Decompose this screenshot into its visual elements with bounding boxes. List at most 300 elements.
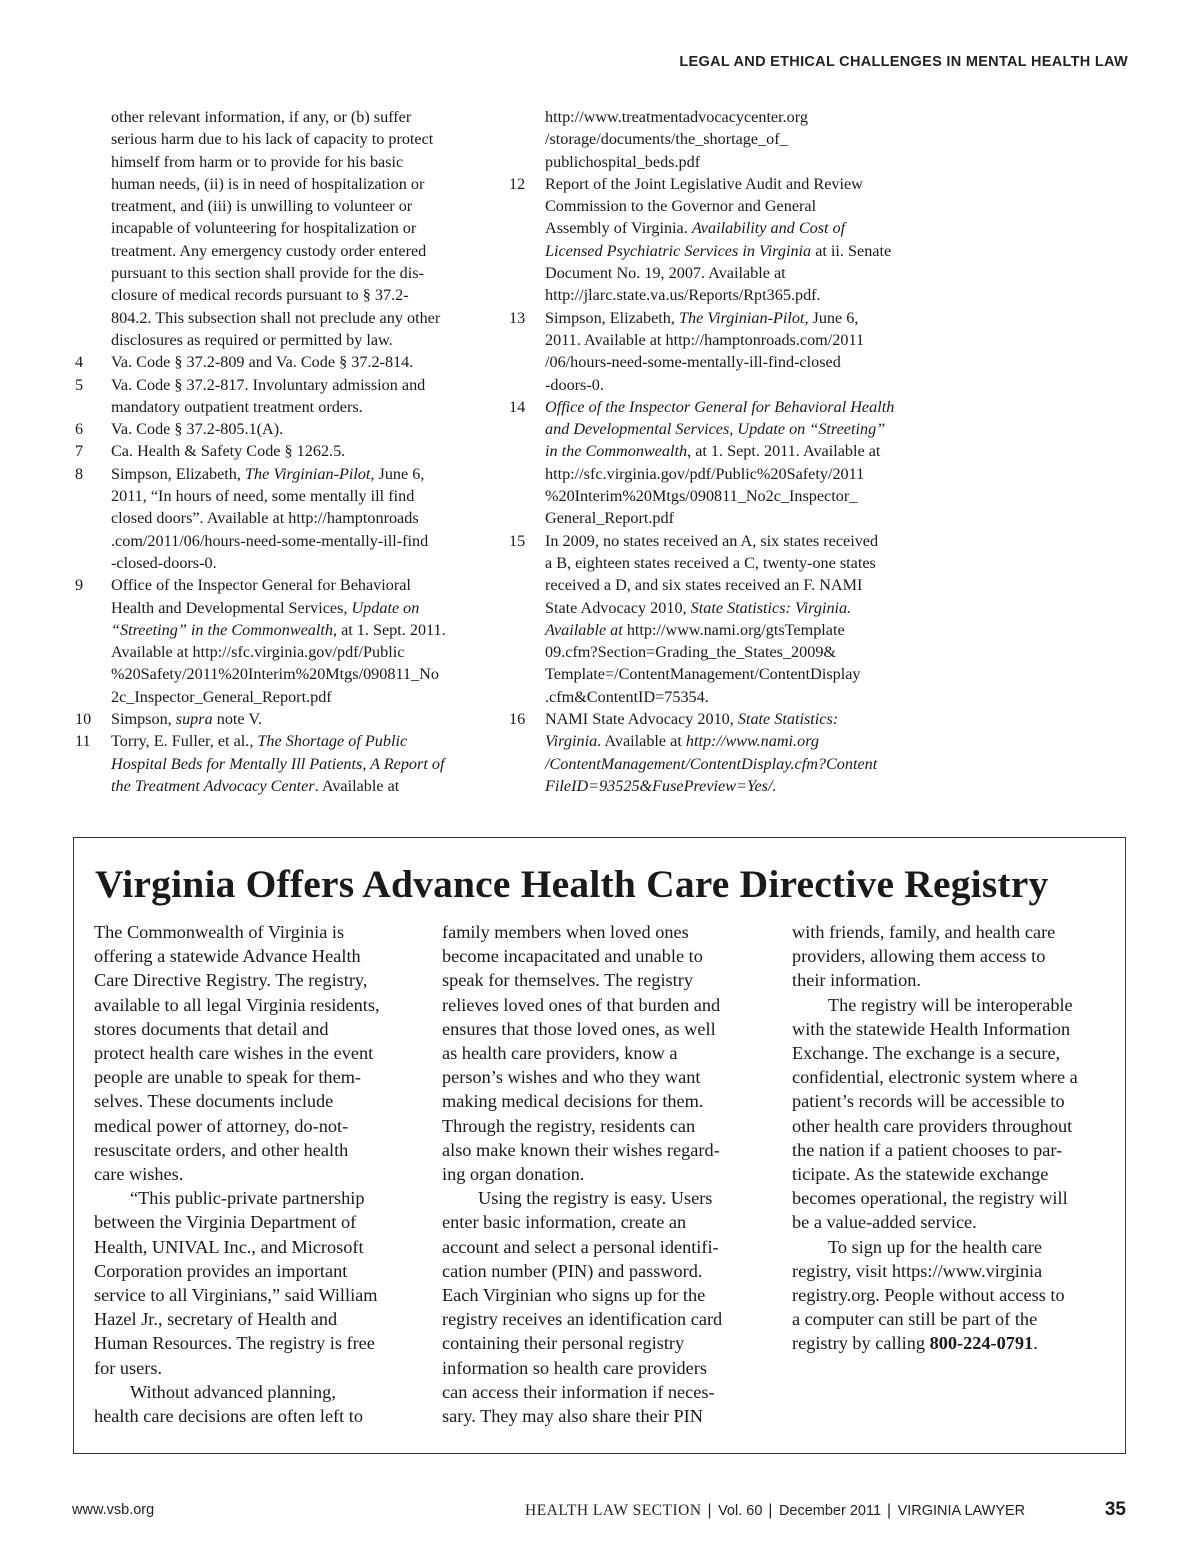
text-segment: Simpson, Elizabeth, (111, 464, 245, 483)
endnote-line (545, 151, 926, 173)
endnote-item (72, 730, 492, 797)
text-segment: person’s wishes and who they want (442, 1067, 701, 1088)
italic-text: Available at (545, 620, 623, 639)
endnote-number: 4 (75, 353, 84, 372)
body-line (94, 968, 414, 992)
text-segment: registry, visit https://www.virginia (792, 1260, 1043, 1281)
text-segment: resuscitate orders, and other health (94, 1139, 349, 1160)
text-segment: becomes operational, the registry will (792, 1188, 1068, 1209)
endnote-line (545, 128, 926, 150)
text-segment: %20Interim%20Mtgs/090811_No2c_Inspector_ (545, 487, 858, 506)
body-line (442, 1404, 762, 1428)
text-segment: .cfm&ContentID=75354. (545, 687, 709, 706)
body-line (792, 920, 1112, 944)
body-line (94, 1404, 414, 1428)
text-segment: publichospital_beds.pdf (545, 152, 701, 171)
text-segment: Available at http://sfc.virginia.gov/pdf/Public (111, 643, 405, 662)
endnote-line (111, 574, 492, 596)
endnote-item (72, 463, 492, 574)
text-segment: note V. (212, 710, 262, 729)
text-segment: Template=/ContentManagement/ContentDisplay (545, 665, 861, 684)
endnote-item (506, 307, 926, 396)
text-segment: Ca. Health & Safety Code § 1262.5. (111, 442, 346, 461)
endnote-item (72, 708, 492, 730)
body-line (792, 1210, 1112, 1234)
body-line (792, 1017, 1112, 1041)
text-segment: received a D, and six states received an F. NAMI (545, 576, 863, 595)
running-head: LEGAL AND ETHICAL CHALLENGES IN MENTAL HEALTH LAW (679, 54, 1128, 70)
endnote-number: 5 (75, 375, 84, 394)
endnote-item (72, 418, 492, 440)
endnote-number: 15 (509, 531, 526, 550)
endnote-line (111, 173, 492, 195)
body-line (792, 1331, 1112, 1355)
text-segment: other relevant information, if any, or (b) suffer (111, 108, 412, 126)
text-segment: -doors-0. (545, 375, 604, 394)
body-line (94, 1065, 414, 1089)
text-segment: information so health care providers (442, 1357, 707, 1378)
text-segment: selves. These documents include (94, 1091, 334, 1112)
footer-publication: VIRGINIA LAWYER (897, 1503, 1026, 1519)
text-segment: a computer can still be part of the (792, 1309, 1038, 1330)
text-segment: enter basic information, create an (442, 1212, 687, 1233)
text-segment: Simpson, Elizabeth, (545, 308, 679, 327)
endnote-text (111, 730, 492, 797)
endnote-line (111, 619, 492, 641)
text-segment: -closed-doors-0. (111, 553, 217, 572)
text-segment: Document No. 19, 2007. Available at (545, 264, 786, 283)
text-segment: Va. Code § 37.2-805.1(A). (111, 420, 284, 439)
phone-number: 800-224-0791 (929, 1333, 1034, 1354)
text-segment: 2c_Inspector_General_Report.pdf (111, 687, 332, 706)
endnotes-right-column (506, 106, 926, 797)
body-line (94, 1259, 414, 1283)
text-segment: In 2009, no states received an A, six states received (545, 531, 879, 550)
endnote-line (545, 374, 926, 396)
text-segment: ing organ donation. (442, 1164, 585, 1185)
body-line (792, 993, 1112, 1017)
body-line (94, 1138, 414, 1162)
endnote-line (111, 552, 492, 574)
endnote-line (111, 440, 492, 462)
endnote-line (111, 240, 492, 262)
endnote-line (545, 574, 926, 596)
endnote-line (545, 686, 926, 708)
text-segment: family members when loved ones (442, 922, 689, 942)
text-segment: account and select a personal identifi- (442, 1236, 719, 1257)
endnote-line (545, 418, 926, 440)
body-line (792, 1283, 1112, 1307)
body-line (792, 1114, 1112, 1138)
italic-text: Office of the Inspector General for Behavioral Health (545, 397, 895, 416)
endnote-text (545, 106, 926, 173)
text-segment: Through the registry, residents can (442, 1115, 696, 1136)
body-line (442, 1041, 762, 1065)
text-segment: the nation if a patient chooses to par- (792, 1139, 1063, 1160)
text-segment: State Advocacy 2010, (545, 598, 691, 617)
endnote-line (545, 485, 926, 507)
italic-text: http://www.nami.org (685, 732, 819, 751)
text-segment: . (1033, 1333, 1038, 1354)
text-segment: /storage/documents/the_shortage_of_ (545, 130, 788, 149)
text-segment: . Available at (597, 732, 686, 751)
text-segment: ensures that those loved ones, as well (442, 1018, 716, 1039)
italic-text: Hospital Beds for Mentally Ill Patients, A Report of (111, 754, 445, 773)
italic-text: State Statistics: (737, 710, 839, 729)
endnote-line (111, 641, 492, 663)
footer-separator: | (887, 1502, 892, 1519)
endnote-text (111, 351, 492, 373)
text-segment: with the statewide Health Information (792, 1018, 1071, 1039)
endnote-number: 16 (509, 710, 526, 729)
body-line (442, 1186, 762, 1210)
text-segment: service to all Virginians,” said William (94, 1285, 378, 1306)
text-segment: . Available at (314, 776, 400, 795)
italic-text: and Developmental Services, Update on “Streeting” (545, 420, 886, 439)
footer-separator: | (768, 1502, 773, 1519)
text-segment: http://sfc.virginia.gov/pdf/Public%20Safety/2011 (545, 464, 865, 483)
text-segment: General_Report.pdf (545, 509, 675, 528)
body-line (94, 944, 414, 968)
endnote-line (545, 530, 926, 552)
text-segment: , June 6, (370, 464, 425, 483)
text-segment: Care Directive Registry. The registry, (94, 970, 368, 991)
text-segment: mandatory outpatient treatment orders. (111, 397, 363, 416)
endnote-line (111, 708, 492, 730)
text-segment: 2011. Available at http://hamptonroads.com/2011 (545, 330, 865, 349)
body-line (94, 1186, 414, 1210)
endnote-line (545, 619, 926, 641)
endnote-line (111, 753, 492, 775)
body-line (442, 1380, 762, 1404)
body-line (442, 1307, 762, 1331)
body-line (792, 1259, 1112, 1283)
endnote-line (111, 507, 492, 529)
endnote-line (545, 173, 926, 195)
endnote-line (111, 128, 492, 150)
italic-text: in the Commonwealth (545, 442, 688, 461)
text-segment: Using the registry is easy. Users (478, 1188, 713, 1209)
text-segment: human needs, (ii) is in need of hospitalization or (111, 174, 425, 193)
body-line (792, 1307, 1112, 1331)
body-line (442, 944, 762, 968)
endnote-text (545, 173, 926, 307)
endnote-line (111, 730, 492, 752)
text-segment: a B, eighteen states received a C, twenty-one states (545, 553, 876, 572)
text-segment: Commission to the Governor and General (545, 197, 817, 216)
endnote-line (545, 641, 926, 663)
footer-volume: Vol. 60 (718, 1503, 763, 1519)
text-segment: Hazel Jr., secretary of Health and (94, 1309, 338, 1330)
body-line (442, 920, 762, 944)
endnote-continuation (72, 106, 492, 351)
text-segment: Assembly of Virginia. (545, 219, 692, 238)
text-segment: , June 6, (804, 308, 859, 327)
body-line (442, 1210, 762, 1234)
italic-text: Licensed Psychiatric Services in Virginia (545, 241, 812, 260)
endnote-line (111, 262, 492, 284)
endnote-number: 8 (75, 464, 84, 483)
text-segment: pursuant to this section shall provide for the dis- (111, 264, 424, 283)
text-segment: Human Resources. The registry is free (94, 1333, 375, 1354)
endnote-line (545, 597, 926, 619)
italic-text: “Streeting” in the Commonwealth (111, 620, 333, 639)
endnote-line (111, 351, 492, 373)
endnote-line (111, 485, 492, 507)
text-segment: treatment. Any emergency custody order entered (111, 241, 427, 260)
text-segment: can access their information if neces- (442, 1381, 715, 1402)
text-segment: offering a statewide Advance Health (94, 946, 361, 967)
body-line (792, 1041, 1112, 1065)
endnote-line (545, 396, 926, 418)
endnote-text (111, 418, 492, 440)
endnote-text (111, 708, 492, 730)
text-segment: sary. They may also share their PIN (442, 1406, 703, 1427)
sidebar-column-2 (442, 920, 762, 1428)
text-segment: Health and Developmental Services, (111, 598, 352, 617)
sidebar-title: Virginia Offers Advance Health Care Directive Registry (95, 862, 1049, 906)
text-segment: Health, UNIVAL Inc., and Microsoft (94, 1236, 364, 1257)
text-segment: containing their personal registry (442, 1333, 685, 1354)
endnote-line (111, 374, 492, 396)
text-segment: , at 1. Sept. 2011. Available at (687, 442, 881, 461)
text-segment: Va. Code § 37.2-809 and Va. Code § 37.2-814. (111, 353, 414, 372)
body-line (94, 1089, 414, 1113)
body-line (442, 1162, 762, 1186)
endnote-line (545, 552, 926, 574)
endnote-item (72, 574, 492, 708)
text-segment: treatment, and (iii) is unwilling to volunteer or (111, 197, 413, 216)
text-segment: relieves loved ones of that burden and (442, 994, 721, 1015)
endnote-line (545, 240, 926, 262)
endnote-line (111, 396, 492, 418)
text-segment: for users. (94, 1357, 163, 1378)
endnote-line (111, 463, 492, 485)
endnote-item (72, 440, 492, 462)
registry-sidebar-box (73, 837, 1126, 1454)
body-line (94, 1210, 414, 1234)
body-line (792, 1089, 1112, 1113)
body-line (442, 1259, 762, 1283)
text-segment: serious harm due to his lack of capacity to protect (111, 130, 434, 149)
endnote-line (545, 708, 926, 730)
body-line (792, 1138, 1112, 1162)
text-segment: become incapacitated and unable to (442, 946, 703, 967)
footer-section: HEALTH LAW SECTION (525, 1502, 702, 1519)
endnote-text (111, 374, 492, 419)
text-segment: ticipate. As the statewide exchange (792, 1164, 1049, 1185)
endnote-number: 11 (75, 732, 91, 751)
endnote-text (111, 440, 492, 462)
text-segment: registry.org. People without access to (792, 1285, 1065, 1306)
text-segment: registry receives an identification card (442, 1309, 723, 1330)
body-line (442, 993, 762, 1017)
endnote-line (545, 463, 926, 485)
endnotes-left-column (72, 106, 492, 797)
endnote-line (111, 329, 492, 351)
sidebar-column-1 (94, 920, 414, 1428)
body-line (442, 1089, 762, 1113)
text-segment: be a value-added service. (792, 1212, 977, 1233)
text-segment: Va. Code § 37.2-817. Involuntary admission and (111, 375, 426, 394)
endnote-line (545, 307, 926, 329)
text-segment: himself from harm or to provide for his basic (111, 152, 404, 171)
text-segment: confidential, electronic system where a (792, 1067, 1078, 1088)
text-segment: care wishes. (94, 1164, 184, 1185)
text-segment: Each Virginian who signs up for the (442, 1285, 706, 1306)
text-segment: Report of the Joint Legislative Audit and Review (545, 174, 863, 193)
body-line (94, 1235, 414, 1259)
endnote-line (545, 106, 926, 128)
endnote-line (111, 663, 492, 685)
endnote-line (545, 195, 926, 217)
text-segment: stores documents that detail and (94, 1018, 329, 1039)
endnote-continuation (506, 106, 926, 173)
body-line (442, 1017, 762, 1041)
body-line (792, 1186, 1112, 1210)
endnote-text (111, 106, 492, 351)
text-segment: patient’s records will be accessible to (792, 1091, 1065, 1112)
text-segment: making medical decisions for them. (442, 1091, 704, 1112)
text-segment: protect health care wishes in the event (94, 1043, 374, 1064)
endnote-item (506, 396, 926, 530)
text-segment: NAMI State Advocacy 2010, (545, 710, 738, 729)
text-segment: Without advanced planning, (130, 1381, 336, 1402)
endnote-line (111, 151, 492, 173)
text-segment: providers, allowing them access to (792, 946, 1046, 967)
text-segment: http://www.treatmentadvocacycenter.org (545, 108, 808, 126)
endnote-number: 6 (75, 420, 84, 439)
text-segment: http://jlarc.state.va.us/Reports/Rpt365.pdf. (545, 286, 821, 305)
italic-text: The Virginian-Pilot (244, 464, 371, 483)
endnote-number: 7 (75, 442, 84, 461)
endnote-item (72, 374, 492, 419)
italic-text: /ContentManagement/ContentDisplay.cfm?Content (545, 754, 878, 773)
endnote-text (111, 574, 492, 708)
footer-separator: | (707, 1502, 713, 1519)
text-segment: 804.2. This subsection shall not preclude any other (111, 308, 441, 327)
text-segment: health care decisions are often left to (94, 1406, 364, 1427)
endnote-number: 14 (509, 397, 526, 416)
endnote-number: 10 (75, 710, 92, 729)
endnote-item (72, 351, 492, 373)
text-segment: with friends, family, and health care (792, 922, 1056, 942)
endnote-text (111, 463, 492, 574)
body-line (442, 968, 762, 992)
sidebar-column-3 (792, 920, 1112, 1356)
text-segment: incapable of volunteering for hospitalization or (111, 219, 417, 238)
text-segment: 2011, “In hours of need, some mentally ill find (111, 487, 415, 506)
endnote-line (111, 284, 492, 306)
text-segment: at ii. Senate (811, 241, 892, 260)
text-segment: Simpson, (111, 710, 176, 729)
endnote-line (545, 507, 926, 529)
endnote-number: 13 (509, 308, 526, 327)
text-segment: available to all legal Virginia residents, (94, 994, 380, 1015)
text-segment: /06/hours-need-some-mentally-ill-find-closed (545, 353, 841, 372)
text-segment: “This public-private partnership (130, 1188, 365, 1209)
footer-website: www.vsb.org (72, 1502, 155, 1518)
text-segment: speak for themselves. The registry (442, 970, 693, 991)
endnote-text (545, 708, 926, 797)
body-line (792, 1065, 1112, 1089)
text-segment: Exchange. The exchange is a secure, (792, 1043, 1061, 1064)
endnote-line (545, 284, 926, 306)
text-segment: The registry will be interoperable (828, 994, 1073, 1015)
endnote-line (111, 530, 492, 552)
endnote-item (506, 173, 926, 307)
body-line (442, 1065, 762, 1089)
text-segment: 09.cfm?Section=Grading_the_States_2009& (545, 643, 837, 662)
footer-date: December 2011 (778, 1503, 882, 1519)
body-line (792, 944, 1112, 968)
text-segment: Corporation provides an important (94, 1260, 348, 1281)
italic-text: FileID=93525&FusePreview=Yes/. (545, 776, 777, 795)
text-segment: %20Safety/2011%20Interim%20Mtgs/090811_No (111, 665, 439, 684)
endnote-text (545, 530, 926, 708)
italic-text: supra (175, 710, 213, 729)
body-line (94, 1162, 414, 1186)
text-segment: .com/2011/06/hours-need-some-mentally-ill-find (111, 531, 429, 550)
body-line (94, 1380, 414, 1404)
body-line (94, 1331, 414, 1355)
text-segment: closure of medical records pursuant to § 37.2- (111, 286, 409, 305)
endnote-number: 9 (75, 576, 84, 595)
text-segment: registry by calling (792, 1333, 930, 1354)
italic-text: Virginia (545, 732, 598, 751)
footer-publication-info (525, 1502, 1025, 1520)
body-line (94, 1356, 414, 1380)
endnote-line (545, 663, 926, 685)
text-segment: people are unable to speak for them- (94, 1067, 361, 1088)
endnote-line (545, 351, 926, 373)
endnote-line (545, 329, 926, 351)
body-line (442, 1114, 762, 1138)
endnote-text (545, 307, 926, 396)
text-segment: To sign up for the health care (828, 1236, 1042, 1257)
text-segment: their information. (792, 970, 921, 991)
italic-text: State Statistics: Virginia. (690, 598, 852, 617)
body-line (94, 1041, 414, 1065)
body-line (94, 1114, 414, 1138)
endnote-line (111, 686, 492, 708)
text-segment: http://www.nami.org/gtsTemplate (622, 620, 845, 639)
body-line (442, 1331, 762, 1355)
endnote-line (111, 195, 492, 217)
endnote-line (111, 418, 492, 440)
text-segment: medical power of attorney, do-not- (94, 1115, 349, 1136)
endnote-line (111, 106, 492, 128)
italic-text: Update on (351, 598, 420, 617)
text-segment: between the Virginia Department of (94, 1212, 357, 1233)
text-segment: also make known their wishes regard- (442, 1139, 720, 1160)
text-segment: , at 1. Sept. 2011. (332, 620, 446, 639)
endnote-line (111, 307, 492, 329)
endnote-line (111, 217, 492, 239)
body-line (792, 968, 1112, 992)
body-line (442, 1235, 762, 1259)
text-segment: The Commonwealth of Virginia is (94, 922, 345, 942)
endnote-line (545, 753, 926, 775)
body-line (94, 920, 414, 944)
endnote-line (111, 597, 492, 619)
body-line (792, 1235, 1112, 1259)
text-segment: disclosures as required or permitted by law. (111, 330, 393, 349)
text-segment: Torry, E. Fuller, et al., (111, 732, 258, 751)
body-line (94, 1283, 414, 1307)
endnote-number: 12 (509, 174, 526, 193)
body-line (442, 1138, 762, 1162)
